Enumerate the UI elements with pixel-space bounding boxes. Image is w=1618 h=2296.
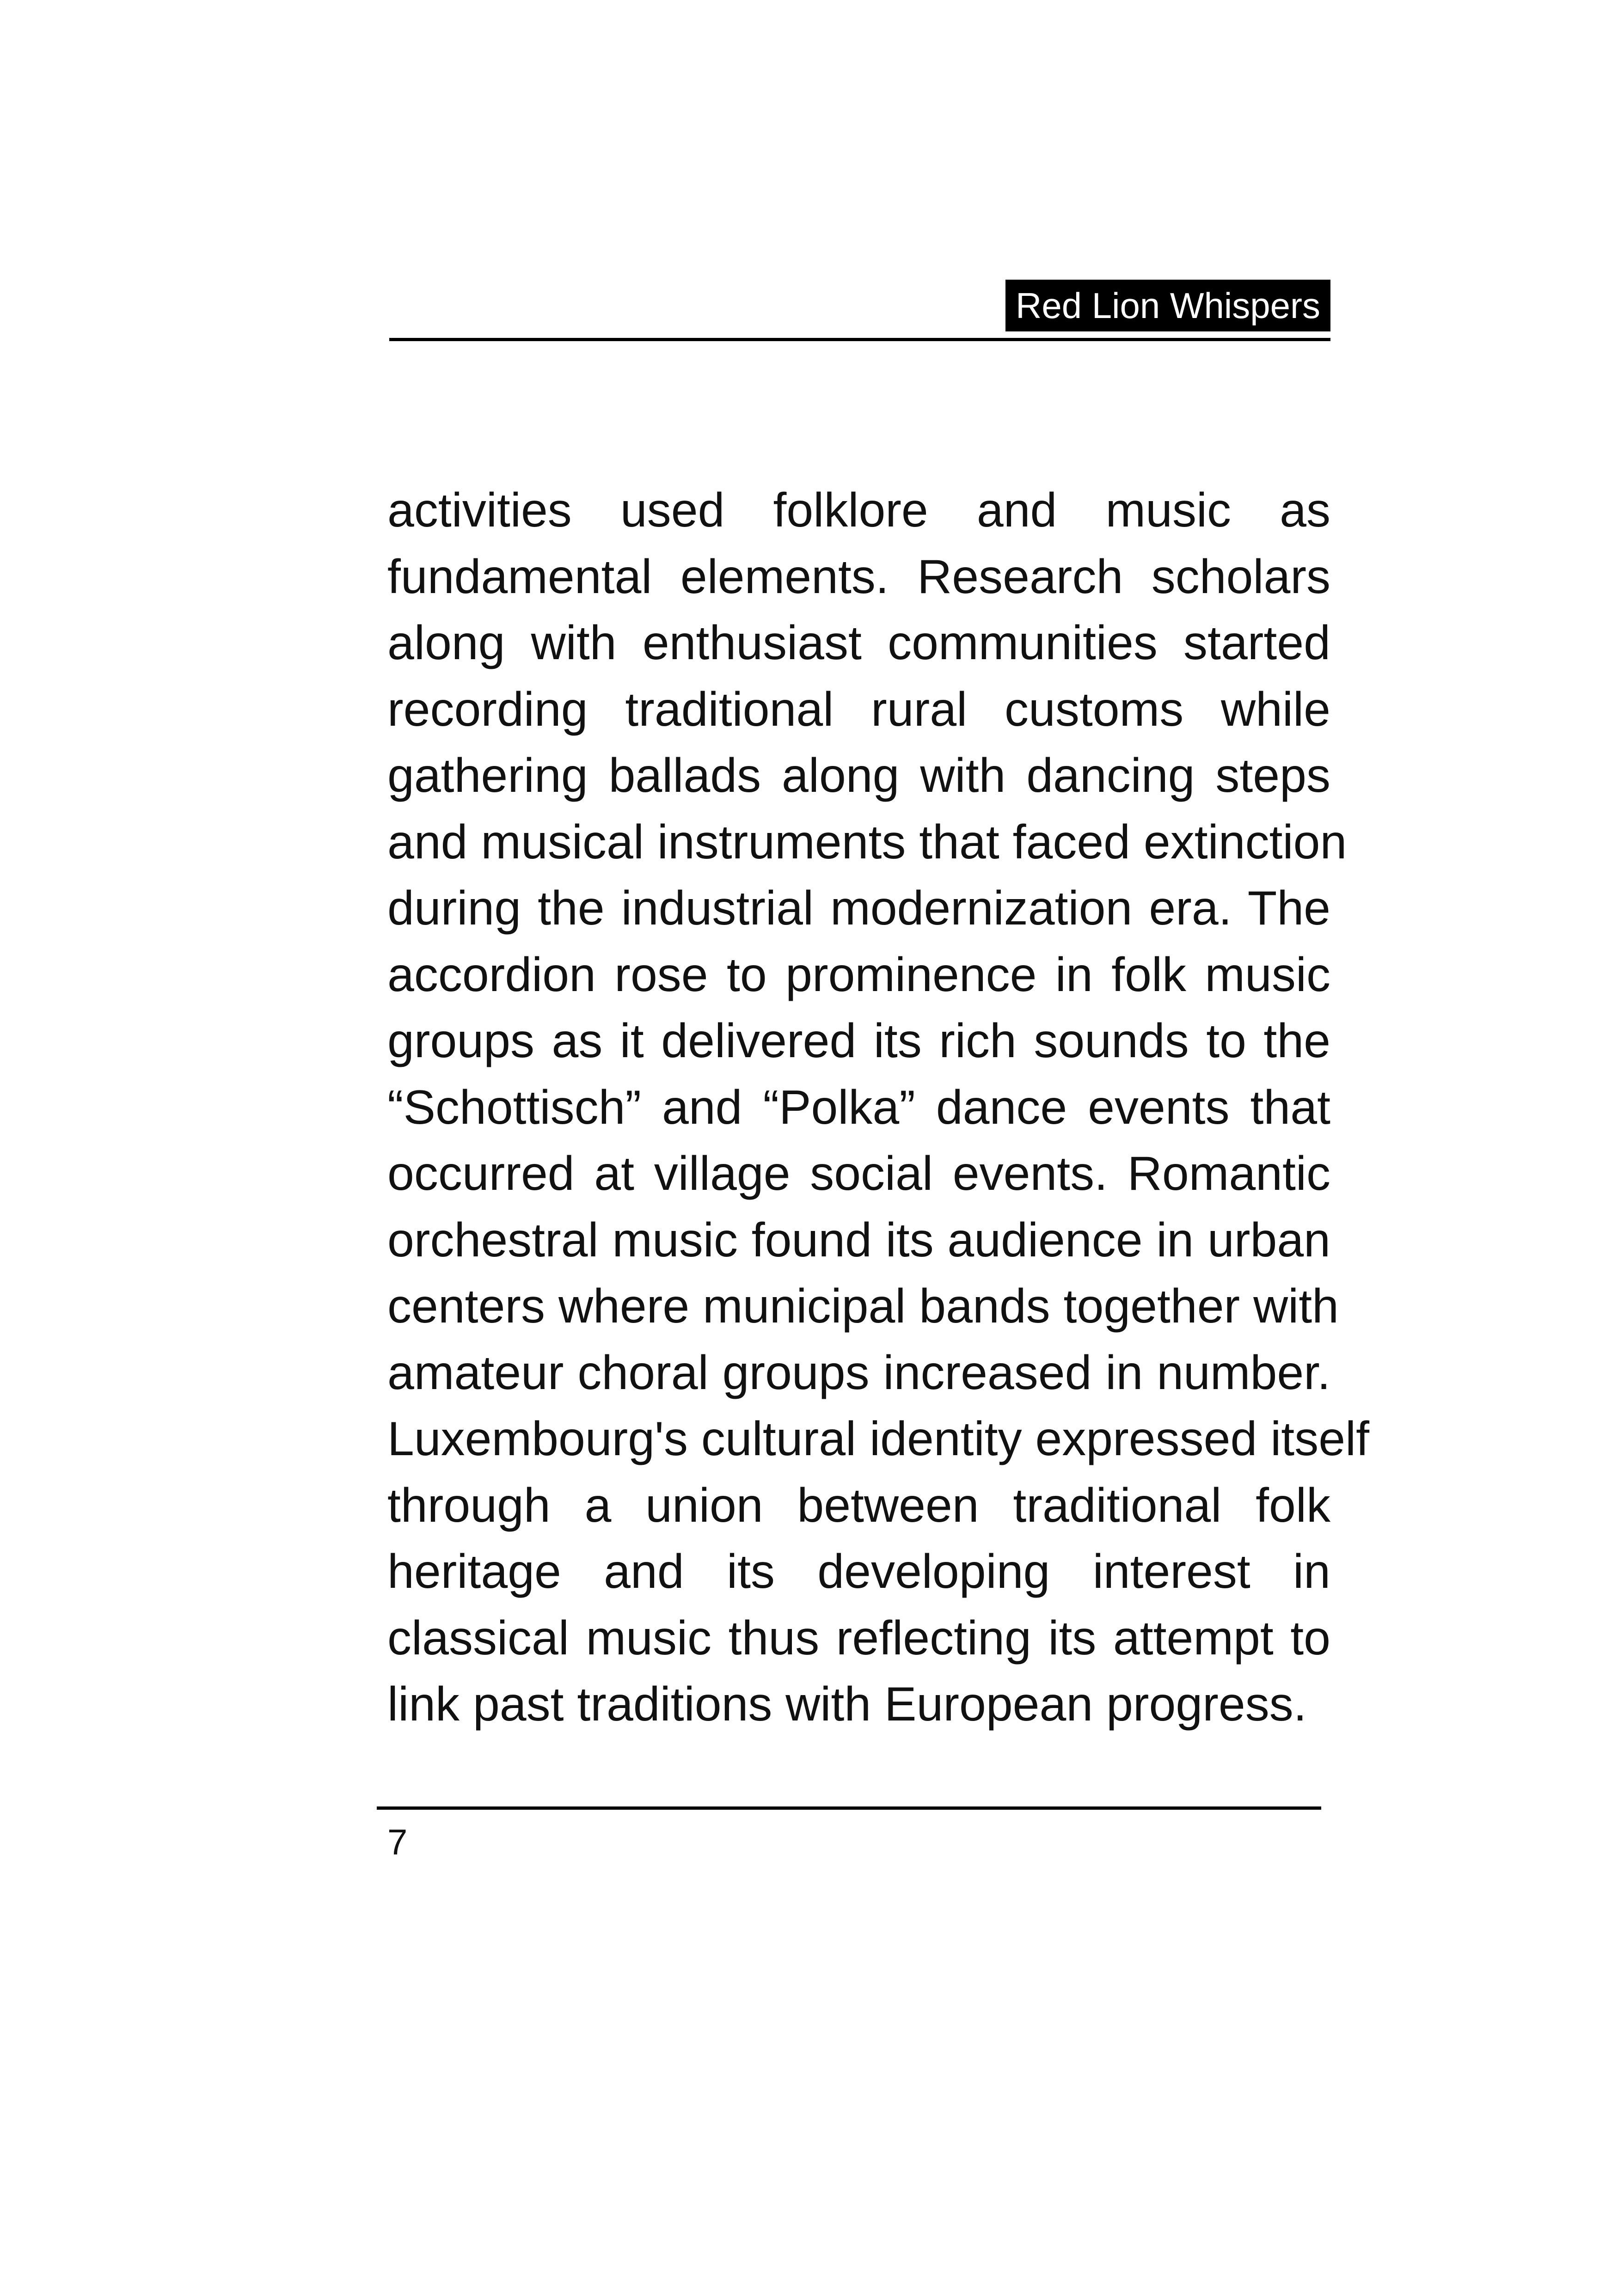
body-line: orchestral music found its audience in urban <box>387 1213 1330 1267</box>
header-rule <box>389 338 1330 341</box>
body-line: recording traditional rural customs while <box>387 682 1330 736</box>
body-line: Luxembourg's cultural identity expressed itself <box>387 1412 1370 1466</box>
footer-rule <box>377 1806 1321 1810</box>
body-line: groups as it delivered its rich sounds to the <box>387 1014 1330 1068</box>
page-number: 7 <box>387 1822 408 1862</box>
body-line: gathering ballads along with dancing steps <box>387 749 1330 802</box>
body-line: centers where municipal bands together with <box>387 1280 1339 1333</box>
body-line: heritage and its developing interest in <box>387 1545 1330 1598</box>
body-line: through a union between traditional folk <box>387 1478 1330 1532</box>
body-line: occurred at village social events. Romantic <box>387 1147 1330 1200</box>
body-line: along with enthusiast communities started <box>387 616 1330 670</box>
body-line: during the industrial modernization era. The <box>387 882 1330 935</box>
body-line: link past traditions with European progress. <box>387 1678 1307 1731</box>
body-line: amateur choral groups increased in number. <box>387 1346 1330 1400</box>
body-line: activities used folklore and music as <box>387 484 1330 537</box>
body-line: classical music thus reflecting its attempt to <box>387 1611 1330 1665</box>
running-header-title: Red Lion Whispers <box>1005 280 1330 331</box>
body-line: fundamental elements. Research scholars <box>387 550 1330 604</box>
body-line: accordion rose to prominence in folk music <box>387 948 1330 1002</box>
body-line: and musical instruments that faced extinction <box>387 815 1347 869</box>
body-line: “Schottisch” and “Polka” dance events that <box>387 1080 1330 1134</box>
body-paragraph <box>387 478 1370 1738</box>
